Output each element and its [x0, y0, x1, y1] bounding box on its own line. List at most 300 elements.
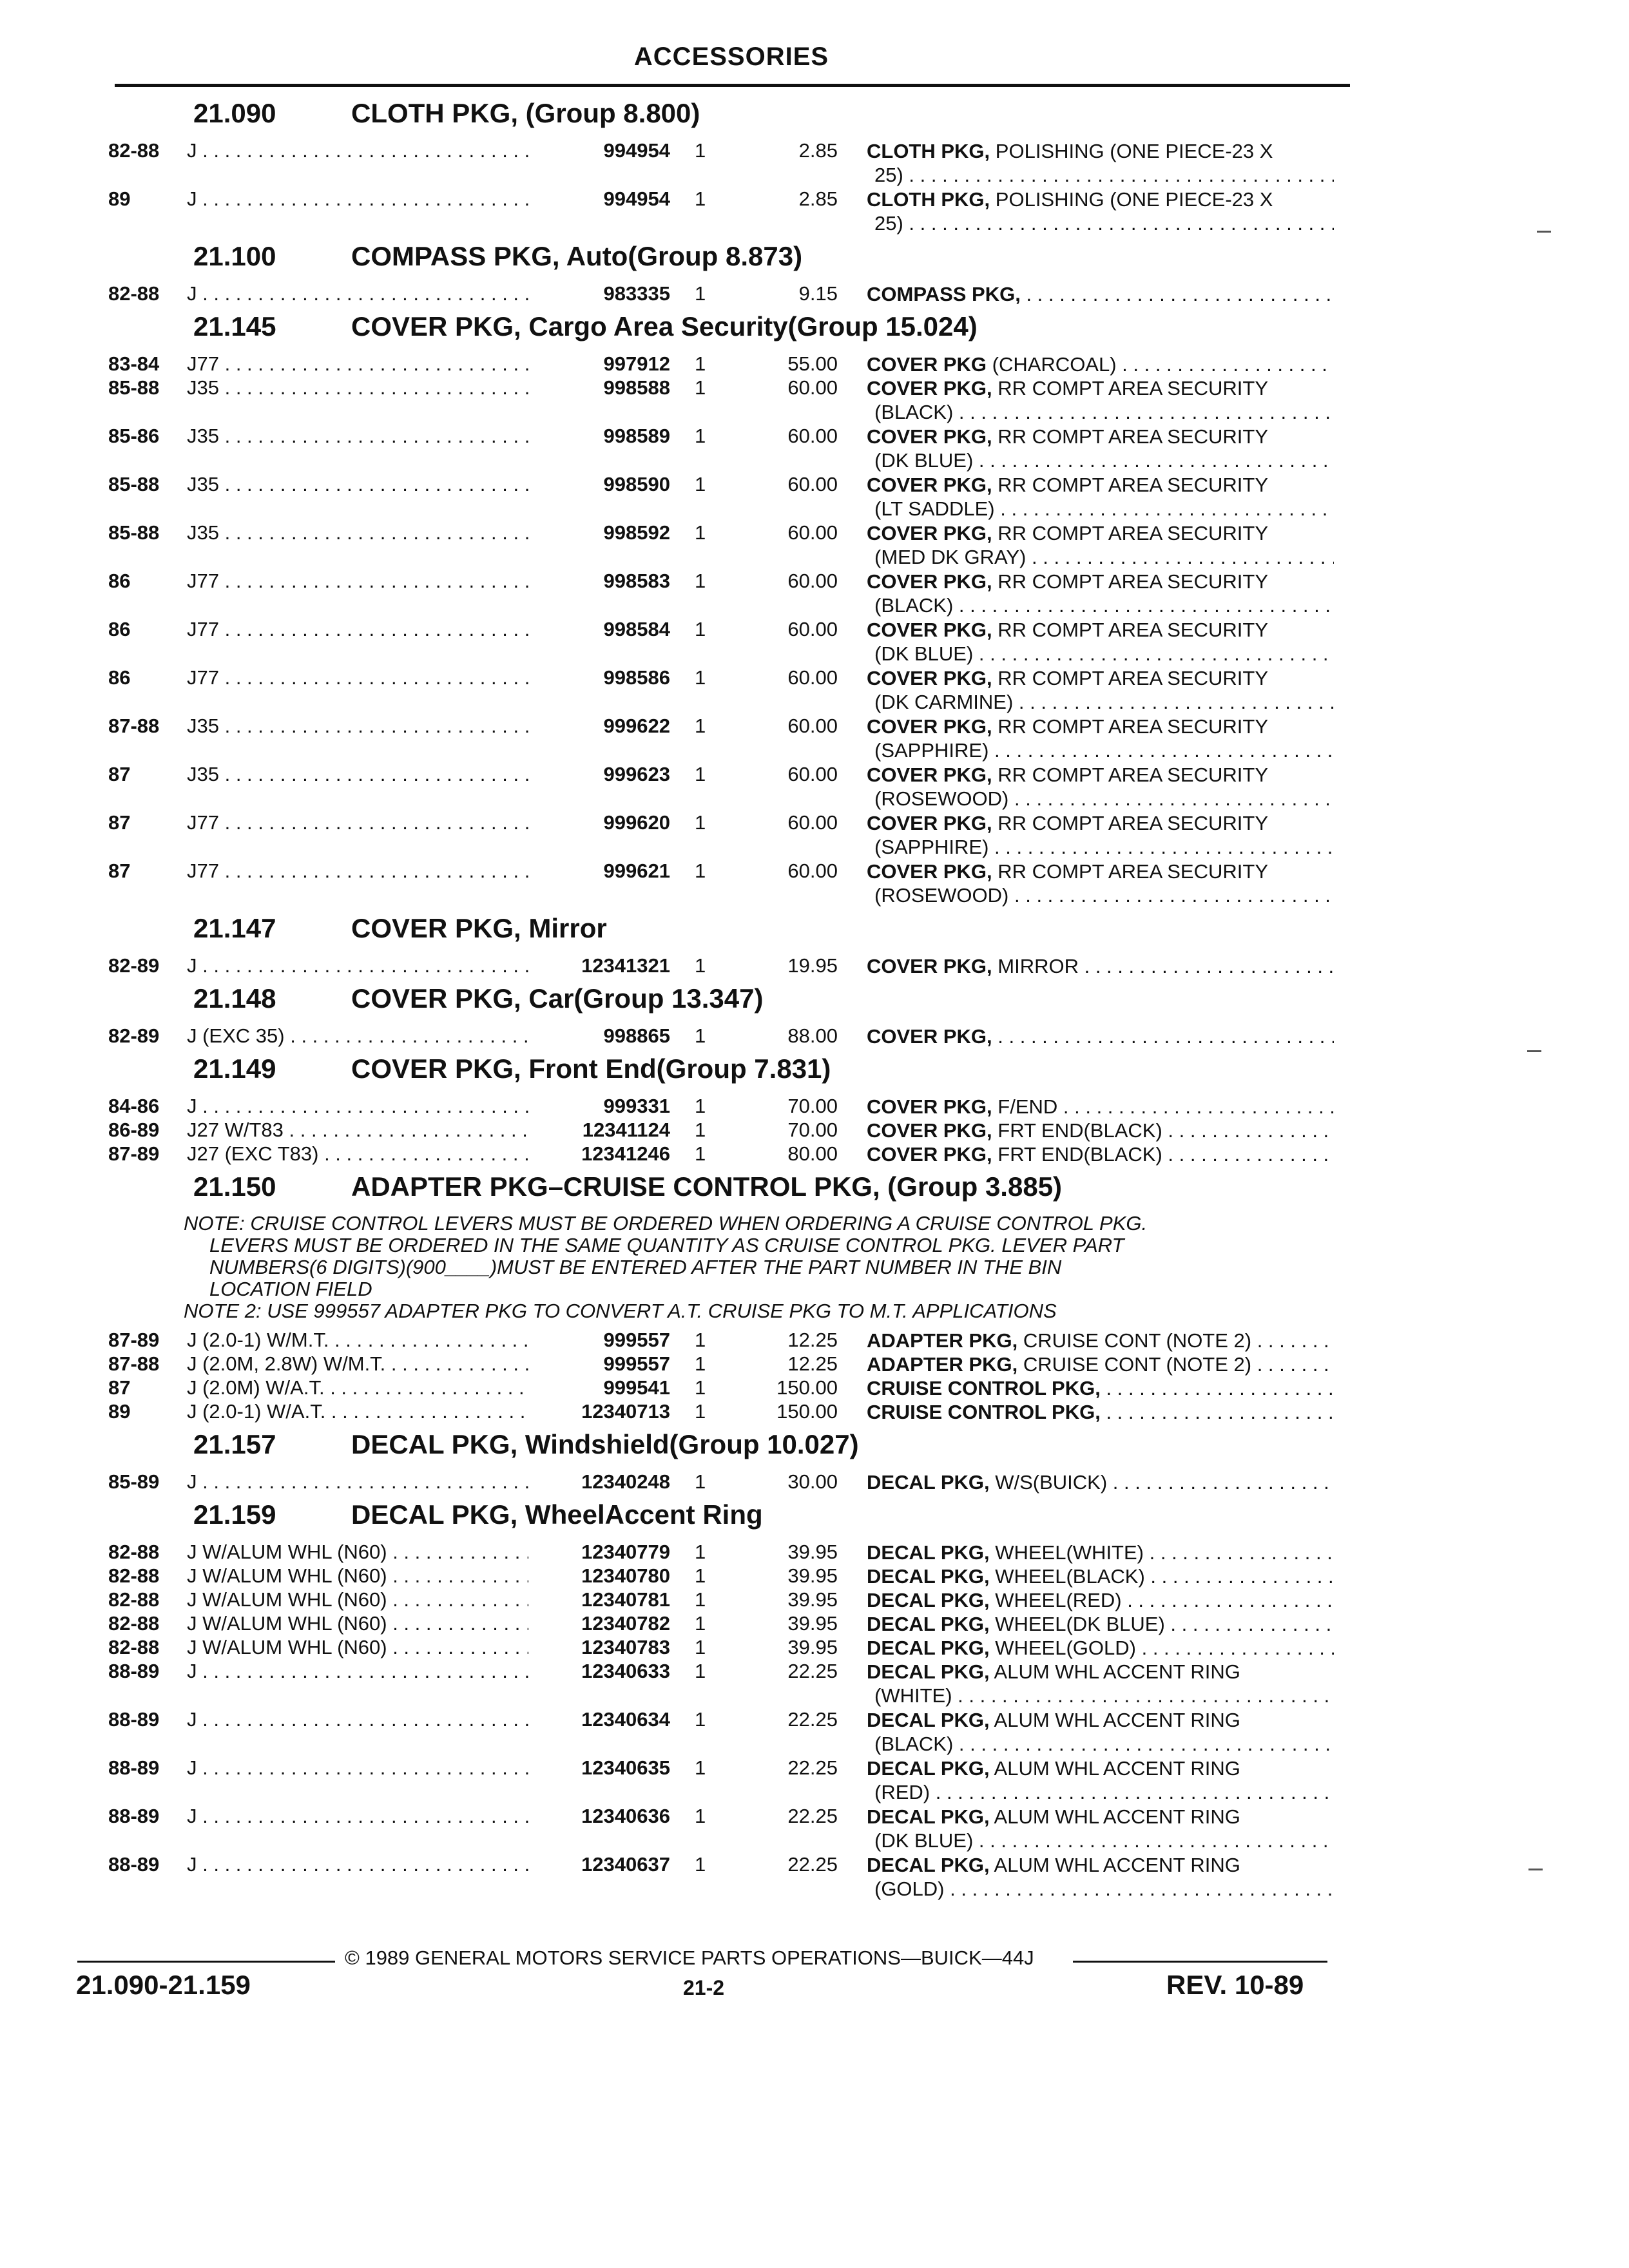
price: 88.00 — [787, 1024, 838, 1047]
description-name: DECAL PKG, — [867, 1854, 990, 1876]
margin-mark — [1527, 1050, 1541, 1052]
description-line — [867, 1853, 1334, 1877]
part-row — [0, 568, 1629, 617]
part-row — [0, 1611, 1629, 1635]
description-line — [867, 1612, 1334, 1636]
part-row — [0, 1469, 1629, 1493]
part-row — [0, 1141, 1629, 1165]
price: 12.25 — [787, 1352, 838, 1375]
price: 60.00 — [787, 763, 838, 785]
quantity: 1 — [695, 1660, 706, 1682]
description-line — [867, 954, 1334, 978]
price: 22.25 — [787, 1708, 838, 1731]
model-code: J (EXC 35) . . . — [187, 1024, 528, 1048]
model-years: 87-89 — [108, 1329, 160, 1351]
description-line — [867, 763, 1334, 787]
description-line — [867, 1119, 1334, 1142]
description-detail: RR COMPT AREA SECURITY — [992, 425, 1268, 448]
section-title: COVER PKG, Front End(Group 7.831) — [351, 1053, 831, 1084]
description-name: COVER PKG, — [867, 1143, 992, 1166]
part-row — [0, 762, 1629, 810]
part-number: 998865 — [603, 1024, 670, 1047]
price: 12.25 — [787, 1329, 838, 1351]
quantity: 1 — [695, 860, 706, 882]
description-line: (DK BLUE) . . . — [867, 642, 1334, 666]
quantity: 1 — [695, 352, 706, 375]
part-description — [867, 425, 1334, 472]
part-number: 12340783 — [581, 1636, 670, 1658]
description-name: COVER PKG, — [867, 764, 992, 786]
description-line — [867, 860, 1334, 883]
part-row — [0, 1635, 1629, 1658]
part-number: 999621 — [603, 860, 670, 882]
description-detail: WHEEL(RED) — [989, 1589, 1122, 1611]
section-header — [0, 1047, 1629, 1093]
price: 2.85 — [798, 139, 838, 162]
title-rule — [115, 84, 1350, 87]
description-name: COVER PKG, — [867, 522, 992, 544]
quantity: 1 — [695, 1142, 706, 1165]
part-row — [0, 472, 1629, 520]
part-number: 998588 — [603, 376, 670, 399]
description-detail: ALUM WHL ACCENT RING — [989, 1757, 1240, 1780]
description-line — [867, 139, 1334, 163]
part-description — [867, 376, 1334, 424]
description-name: DECAL PKG, — [867, 1613, 990, 1635]
margin-mark — [1537, 231, 1551, 233]
quantity: 1 — [695, 1095, 706, 1117]
margin-mark — [1528, 1869, 1543, 1870]
model-years: 87-88 — [108, 715, 160, 737]
part-description — [867, 1660, 1334, 1707]
section-header — [0, 977, 1629, 1023]
description-name: DECAL PKG, — [867, 1660, 990, 1683]
section-number: 21.157 — [193, 1429, 276, 1459]
part-description — [867, 954, 1334, 978]
model-code: J . . . — [187, 1756, 528, 1780]
model-code: J W/ALUM WHL (N60) . . . — [187, 1612, 528, 1635]
model-code: J . . . — [187, 1095, 528, 1118]
model-years: 82-88 — [108, 282, 160, 305]
description-detail: MIRROR — [992, 955, 1079, 977]
description-detail: RR COMPT AREA SECURITY — [992, 812, 1268, 834]
description-line: 25) . . . — [867, 163, 1334, 187]
description-detail: WHEEL(BLACK) — [989, 1565, 1145, 1588]
model-code: J35 . . . — [187, 376, 528, 399]
part-row — [0, 1658, 1629, 1707]
description-detail: POLISHING (ONE PIECE-23 X — [990, 140, 1273, 162]
part-number: 12340779 — [581, 1541, 670, 1563]
description-detail: RR COMPT AREA SECURITY — [992, 715, 1268, 738]
price: 22.25 — [787, 1805, 838, 1827]
part-number: 998586 — [603, 666, 670, 689]
price: 22.25 — [787, 1853, 838, 1876]
description-line: (BLACK) . . . — [867, 400, 1334, 424]
part-row — [0, 375, 1629, 423]
model-years: 85-86 — [108, 425, 160, 447]
part-row — [0, 1707, 1629, 1755]
description-line — [867, 666, 1334, 690]
model-code: J (2.0-1) W/A.T. . . . — [187, 1400, 528, 1423]
section-title: ADAPTER PKG–CRUISE CONTROL PKG, (Group 3.885) — [351, 1171, 1063, 1202]
note-line: LEVERS MUST BE ORDERED IN THE SAME QUANTITY AS CRUISE CONTROL PKG. LEVER PART — [209, 1234, 1124, 1256]
part-description — [867, 1142, 1334, 1166]
part-number: 12341246 — [581, 1142, 670, 1165]
description-name: COVER PKG, — [867, 955, 992, 977]
part-row — [0, 1375, 1629, 1399]
part-number: 998584 — [603, 618, 670, 640]
part-number: 998592 — [603, 521, 670, 544]
model-years: 83-84 — [108, 352, 160, 375]
description-line — [867, 1352, 1334, 1376]
model-years: 82-88 — [108, 1636, 160, 1658]
part-description — [867, 473, 1334, 521]
description-line: (DK CARMINE) . . . — [867, 690, 1334, 714]
description-line — [867, 1660, 1334, 1684]
part-description — [867, 860, 1334, 907]
model-code: J . . . — [187, 1708, 528, 1731]
description-name: COVER PKG, — [867, 377, 992, 399]
description-detail: RR COMPT AREA SECURITY — [992, 570, 1268, 593]
model-years: 87 — [108, 860, 131, 882]
model-code: J35 . . . — [187, 521, 528, 544]
quantity: 1 — [695, 954, 706, 977]
model-code: J35 . . . — [187, 763, 528, 786]
description-name: DECAL PKG, — [867, 1757, 990, 1780]
model-years: 85-89 — [108, 1470, 160, 1493]
description-detail: POLISHING (ONE PIECE-23 X — [990, 188, 1273, 211]
quantity: 1 — [695, 666, 706, 689]
description-line: (MED DK GRAY) . . . — [867, 545, 1334, 569]
quantity: 1 — [695, 425, 706, 447]
model-years: 88-89 — [108, 1708, 160, 1731]
part-description — [867, 1541, 1334, 1564]
part-number: 12340248 — [581, 1470, 670, 1493]
part-description — [867, 352, 1334, 376]
description-detail: ALUM WHL ACCENT RING — [989, 1660, 1240, 1683]
part-number: 12341124 — [582, 1119, 670, 1141]
description-detail: ALUM WHL ACCENT RING — [989, 1709, 1240, 1731]
note-line: LOCATION FIELD — [209, 1278, 372, 1300]
price: 60.00 — [787, 715, 838, 737]
description-line — [867, 473, 1334, 497]
part-number: 994954 — [603, 187, 670, 210]
description-line — [867, 1805, 1334, 1829]
quantity: 1 — [695, 811, 706, 834]
section-number: 21.100 — [193, 241, 276, 271]
footer-revision: REV. 10-89 — [1166, 1970, 1304, 2000]
description-name: COVER PKG, — [867, 715, 992, 738]
description-line: (WHITE) . . . — [867, 1684, 1334, 1707]
part-description — [867, 1756, 1334, 1804]
part-number: 12341321 — [581, 954, 670, 977]
description-name: COVER PKG, — [867, 860, 992, 883]
part-row — [0, 810, 1629, 858]
description-detail: CRUISE CONT (NOTE 2) — [1017, 1329, 1252, 1352]
part-number: 12340635 — [581, 1756, 670, 1779]
description-name: COMPASS PKG, — [867, 283, 1021, 305]
part-row — [0, 1399, 1629, 1423]
model-years: 85-88 — [108, 376, 160, 399]
description-detail: RR COMPT AREA SECURITY — [992, 860, 1268, 883]
quantity: 1 — [695, 1588, 706, 1611]
model-code: J W/ALUM WHL (N60) . . . — [187, 1636, 528, 1659]
model-code: J35 . . . — [187, 425, 528, 448]
description-line: (BLACK) . . . — [867, 1732, 1334, 1756]
price: 2.85 — [798, 187, 838, 210]
description-line: 25) . . . — [867, 211, 1334, 235]
price: 60.00 — [787, 666, 838, 689]
description-line: (SAPPHIRE) . . . — [867, 738, 1334, 762]
quantity: 1 — [695, 1612, 706, 1635]
part-row — [0, 1852, 1629, 1900]
part-number: 999620 — [603, 811, 670, 834]
description-line: (BLACK) . . . — [867, 593, 1334, 617]
description-line: (SAPPHIRE) . . . — [867, 835, 1334, 859]
model-years: 88-89 — [108, 1756, 160, 1779]
part-number: 999541 — [603, 1376, 670, 1399]
part-number: 999623 — [603, 763, 670, 785]
model-code: J W/ALUM WHL (N60) . . . — [187, 1588, 528, 1611]
model-code: J (2.0-1) W/M.T. . . . — [187, 1329, 528, 1352]
price: 60.00 — [787, 473, 838, 495]
part-row — [0, 1093, 1629, 1117]
model-code: J77 . . . — [187, 811, 528, 834]
model-code: J W/ALUM WHL (N60) . . . — [187, 1564, 528, 1588]
model-years: 87 — [108, 1376, 131, 1399]
footer-rule — [1073, 1961, 1327, 1963]
part-number: 998589 — [603, 425, 670, 447]
model-years: 84-86 — [108, 1095, 160, 1117]
note-line: NOTE: CRUISE CONTROL LEVERS MUST BE ORDERED WHEN ORDERING A CRUISE CONTROL PKG. — [184, 1212, 1148, 1235]
price: 150.00 — [776, 1376, 838, 1399]
description-name: CRUISE CONTROL PKG, — [867, 1401, 1101, 1423]
description-detail: RR COMPT AREA SECURITY — [992, 764, 1268, 786]
quantity: 1 — [695, 715, 706, 737]
model-code: J . . . — [187, 187, 528, 211]
description-line — [867, 1564, 1334, 1588]
model-years: 89 — [108, 1400, 131, 1423]
description-name: COVER PKG, — [867, 619, 992, 641]
description-line — [867, 187, 1334, 211]
part-row — [0, 617, 1629, 665]
description-line — [867, 1708, 1334, 1732]
model-code: J35 . . . — [187, 473, 528, 496]
part-number: 12340780 — [581, 1564, 670, 1587]
model-years: 82-88 — [108, 139, 160, 162]
description-name: COVER PKG — [867, 353, 987, 376]
part-description — [867, 139, 1334, 187]
part-description — [867, 1853, 1334, 1901]
quantity: 1 — [695, 1853, 706, 1876]
part-number: 12340637 — [581, 1853, 670, 1876]
model-years: 86 — [108, 618, 131, 640]
model-years: 82-89 — [108, 1024, 160, 1047]
description-detail: ALUM WHL ACCENT RING — [989, 1805, 1240, 1828]
model-code: J35 . . . — [187, 715, 528, 738]
price: 60.00 — [787, 811, 838, 834]
quantity: 1 — [695, 1541, 706, 1563]
description-name: DECAL PKG, — [867, 1589, 990, 1611]
footer-page-number: 21-2 — [683, 1976, 725, 1999]
price: 150.00 — [776, 1400, 838, 1423]
section-number: 21.148 — [193, 983, 276, 1014]
quantity: 1 — [695, 1376, 706, 1399]
description-detail: WHEEL(WHITE) — [989, 1541, 1144, 1564]
description-detail: RR COMPT AREA SECURITY — [992, 667, 1268, 689]
model-code: J . . . — [187, 954, 528, 977]
description-detail: FRT END(BLACK) — [992, 1143, 1162, 1166]
description-name: ADAPTER PKG, — [867, 1353, 1018, 1376]
section-number: 21.145 — [193, 311, 276, 341]
price: 22.25 — [787, 1756, 838, 1779]
part-number: 999331 — [603, 1095, 670, 1117]
model-years: 82-88 — [108, 1541, 160, 1563]
part-description — [867, 1352, 1334, 1376]
page-title: ACCESSORIES — [633, 43, 829, 71]
part-number: 12340713 — [581, 1400, 670, 1423]
description-line: (DK BLUE) . . . — [867, 448, 1334, 472]
price: 55.00 — [787, 352, 838, 375]
part-number: 12340634 — [581, 1708, 670, 1731]
model-code: J77 . . . — [187, 860, 528, 883]
description-name: DECAL PKG, — [867, 1565, 990, 1588]
quantity: 1 — [695, 1400, 706, 1423]
model-years: 82-88 — [108, 1612, 160, 1635]
part-description — [867, 666, 1334, 714]
section-title: COVER PKG, Mirror — [351, 913, 607, 943]
description-line: (LT SADDLE) . . . — [867, 497, 1334, 521]
footer-rule — [77, 1961, 335, 1963]
section-number: 21.159 — [193, 1499, 276, 1530]
part-number: 994954 — [603, 139, 670, 162]
model-years: 82-88 — [108, 1564, 160, 1587]
quantity: 1 — [695, 570, 706, 592]
quantity: 1 — [695, 1024, 706, 1047]
model-code: J77 . . . — [187, 618, 528, 641]
quantity: 1 — [695, 473, 706, 495]
footer-copyright: © 1989 GENERAL MOTORS SERVICE PARTS OPERATIONS—BUICK—44J — [345, 1946, 1034, 1969]
price: 19.95 — [787, 954, 838, 977]
part-number: 999557 — [603, 1352, 670, 1375]
description-name: COVER PKG, — [867, 1095, 992, 1118]
model-years: 87-88 — [108, 1352, 160, 1375]
model-code: J . . . — [187, 1470, 528, 1494]
model-years: 86-89 — [108, 1119, 160, 1141]
price: 60.00 — [787, 521, 838, 544]
description-line — [867, 715, 1334, 738]
part-row — [0, 858, 1629, 907]
model-years: 86 — [108, 666, 131, 689]
part-row — [0, 138, 1629, 186]
section-number: 21.090 — [193, 98, 276, 128]
description-detail: RR COMPT AREA SECURITY — [992, 474, 1268, 496]
part-number: 999557 — [603, 1329, 670, 1351]
part-description — [867, 521, 1334, 569]
description-name: COVER PKG, — [867, 425, 992, 448]
part-row — [0, 520, 1629, 568]
model-code: J . . . — [187, 139, 528, 162]
part-row — [0, 1755, 1629, 1803]
model-code: J77 . . . — [187, 666, 528, 689]
description-line — [867, 282, 1334, 306]
model-years: 87 — [108, 763, 131, 785]
part-description — [867, 715, 1334, 762]
part-row — [0, 1117, 1629, 1141]
section-header — [0, 1493, 1629, 1539]
part-row — [0, 665, 1629, 713]
section-header — [0, 235, 1629, 281]
model-years: 85-88 — [108, 473, 160, 495]
description-line — [867, 1142, 1334, 1166]
quantity: 1 — [695, 1352, 706, 1375]
description-detail: ALUM WHL ACCENT RING — [989, 1854, 1240, 1876]
price: 70.00 — [787, 1095, 838, 1117]
part-number: 998590 — [603, 473, 670, 495]
description-detail: F/END — [992, 1095, 1058, 1118]
section-header — [0, 1423, 1629, 1469]
description-name: CLOTH PKG, — [867, 188, 990, 211]
section-number: 21.149 — [193, 1053, 276, 1084]
model-years: 85-88 — [108, 521, 160, 544]
price: 39.95 — [787, 1612, 838, 1635]
price: 39.95 — [787, 1564, 838, 1587]
model-code: J27 (EXC T83) . . . — [187, 1142, 528, 1166]
description-name: COVER PKG, — [867, 667, 992, 689]
description-line: (RED) . . . — [867, 1780, 1334, 1804]
description-name: CLOTH PKG, — [867, 140, 990, 162]
quantity: 1 — [695, 1119, 706, 1141]
part-row — [0, 1803, 1629, 1852]
description-line — [867, 618, 1334, 642]
section-title: COVER PKG, Cargo Area Security(Group 15.024) — [351, 311, 978, 341]
part-row — [0, 186, 1629, 235]
price: 30.00 — [787, 1470, 838, 1493]
description-name: COVER PKG, — [867, 1119, 992, 1142]
parts-catalog — [0, 91, 1629, 1900]
description-line — [867, 1541, 1334, 1564]
part-number: 12340782 — [581, 1612, 670, 1635]
description-line — [867, 1024, 1334, 1048]
section-notes — [0, 1211, 1629, 1327]
part-description — [867, 1024, 1334, 1048]
section-title: COVER PKG, Car(Group 13.347) — [351, 983, 764, 1014]
price: 22.25 — [787, 1660, 838, 1682]
model-years: 88-89 — [108, 1805, 160, 1827]
description-line: (ROSEWOOD) . . . — [867, 883, 1334, 907]
part-row — [0, 423, 1629, 472]
description-name: CRUISE CONTROL PKG, — [867, 1377, 1101, 1399]
description-detail: CRUISE CONT (NOTE 2) — [1017, 1353, 1252, 1376]
section-header — [0, 907, 1629, 953]
section-header — [0, 1165, 1629, 1211]
part-description — [867, 1636, 1334, 1660]
quantity: 1 — [695, 376, 706, 399]
part-number: 12340636 — [581, 1805, 670, 1827]
price: 60.00 — [787, 570, 838, 592]
quantity: 1 — [695, 1805, 706, 1827]
part-description — [867, 1400, 1334, 1424]
section-header — [0, 91, 1629, 138]
part-row — [0, 1351, 1629, 1375]
section-number: 21.150 — [193, 1171, 276, 1202]
description-detail: WHEEL(GOLD) — [989, 1637, 1136, 1659]
description-line — [867, 1470, 1334, 1494]
description-line — [867, 1636, 1334, 1660]
note-line: NUMBERS(6 DIGITS)(900____)MUST BE ENTERED AFTER THE PART NUMBER IN THE BIN — [209, 1256, 1062, 1278]
part-number: 997912 — [603, 352, 670, 375]
part-row — [0, 281, 1629, 305]
